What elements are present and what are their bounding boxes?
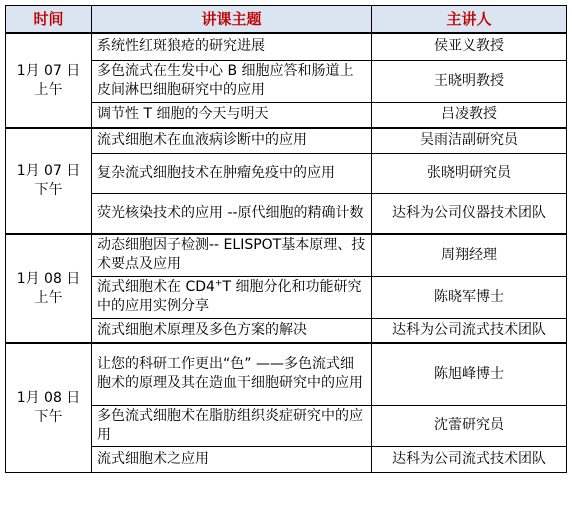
session-time <box>6 343 92 472</box>
talk-speaker: 达科为公司流式技术团队 <box>372 318 567 343</box>
talk-topic: 流式细胞术之应用 <box>92 446 372 472</box>
session-group <box>6 128 567 234</box>
talk-topic-post: T 细胞分化和功能研究中的应用实例分享 <box>97 279 362 314</box>
talk-speaker: 王晓明教授 <box>372 60 567 102</box>
session-date: 1月 08 日 <box>16 270 81 287</box>
talk-topic: 多色流式在生发中心 B 细胞应答和肠道上皮间淋巴细胞研究中的应用 <box>92 60 372 102</box>
talk-topic: 让您的科研工作更出“色” ——多色流式细胞术的原理及其在造血干细胞研究中的应用 <box>92 343 372 405</box>
talk-speaker: 陈晓军博士 <box>372 276 567 318</box>
talk-topic: 荧光核染技术的应用 --原代细胞的精确计数 <box>92 193 372 234</box>
table-row <box>6 33 567 60</box>
session-time <box>6 33 92 128</box>
talk-topic: 多色流式细胞术在脂肪组织炎症研究中的应用 <box>92 405 372 446</box>
talk-topic: 系统性红斑狼疮的研究进展 <box>92 33 372 60</box>
session-period: 上午 <box>34 81 63 98</box>
session-period: 上午 <box>34 289 63 306</box>
header-topic: 讲课主题 <box>92 6 372 34</box>
table-row <box>6 234 567 276</box>
talk-speaker: 陈旭峰博士 <box>372 343 567 405</box>
session-group <box>6 33 567 128</box>
talk-topic: 流式细胞术在血液病诊断中的应用 <box>92 128 372 153</box>
session-date: 1月 08 日 <box>16 389 81 406</box>
header-row <box>6 6 567 34</box>
talk-topic: 动态细胞因子检测-- ELISPOT基本原理、技术要点及应用 <box>92 234 372 276</box>
header-time: 时间 <box>6 6 92 34</box>
talk-speaker: 吴雨洁副研究员 <box>372 128 567 153</box>
talk-speaker: 吕凌教授 <box>372 102 567 128</box>
session-date: 1月 07 日 <box>16 163 81 179</box>
talk-speaker: 达科为公司仪器技术团队 <box>372 193 567 234</box>
talk-topic <box>92 276 372 318</box>
talk-topic-pre: 流式细胞术在 CD4 <box>97 279 215 295</box>
talk-speaker: 张晓明研究员 <box>372 153 567 193</box>
talk-topic: 复杂流式细胞技术在肿瘤免疫中的应用 <box>92 153 372 193</box>
session-date: 1月 07 日 <box>16 62 81 79</box>
talk-speaker: 沈蕾研究员 <box>372 405 567 446</box>
header-speaker: 主讲人 <box>372 6 567 34</box>
session-time <box>6 234 92 343</box>
schedule-table <box>5 5 567 473</box>
session-period: 下午 <box>34 182 63 198</box>
session-group <box>6 343 567 472</box>
table-row <box>6 128 567 153</box>
talk-speaker: 侯亚义教授 <box>372 33 567 60</box>
session-group <box>6 234 567 343</box>
talk-topic: 流式细胞术原理及多色方案的解决 <box>92 318 372 343</box>
talk-topic: 调节性 T 细胞的今天与明天 <box>92 102 372 128</box>
session-time <box>6 128 92 234</box>
session-period: 下午 <box>34 408 63 425</box>
talk-topic-sup: + <box>214 278 223 289</box>
talk-speaker: 周翔经理 <box>372 234 567 276</box>
table-row <box>6 343 567 405</box>
talk-speaker: 达科为公司流式技术团队 <box>372 446 567 472</box>
